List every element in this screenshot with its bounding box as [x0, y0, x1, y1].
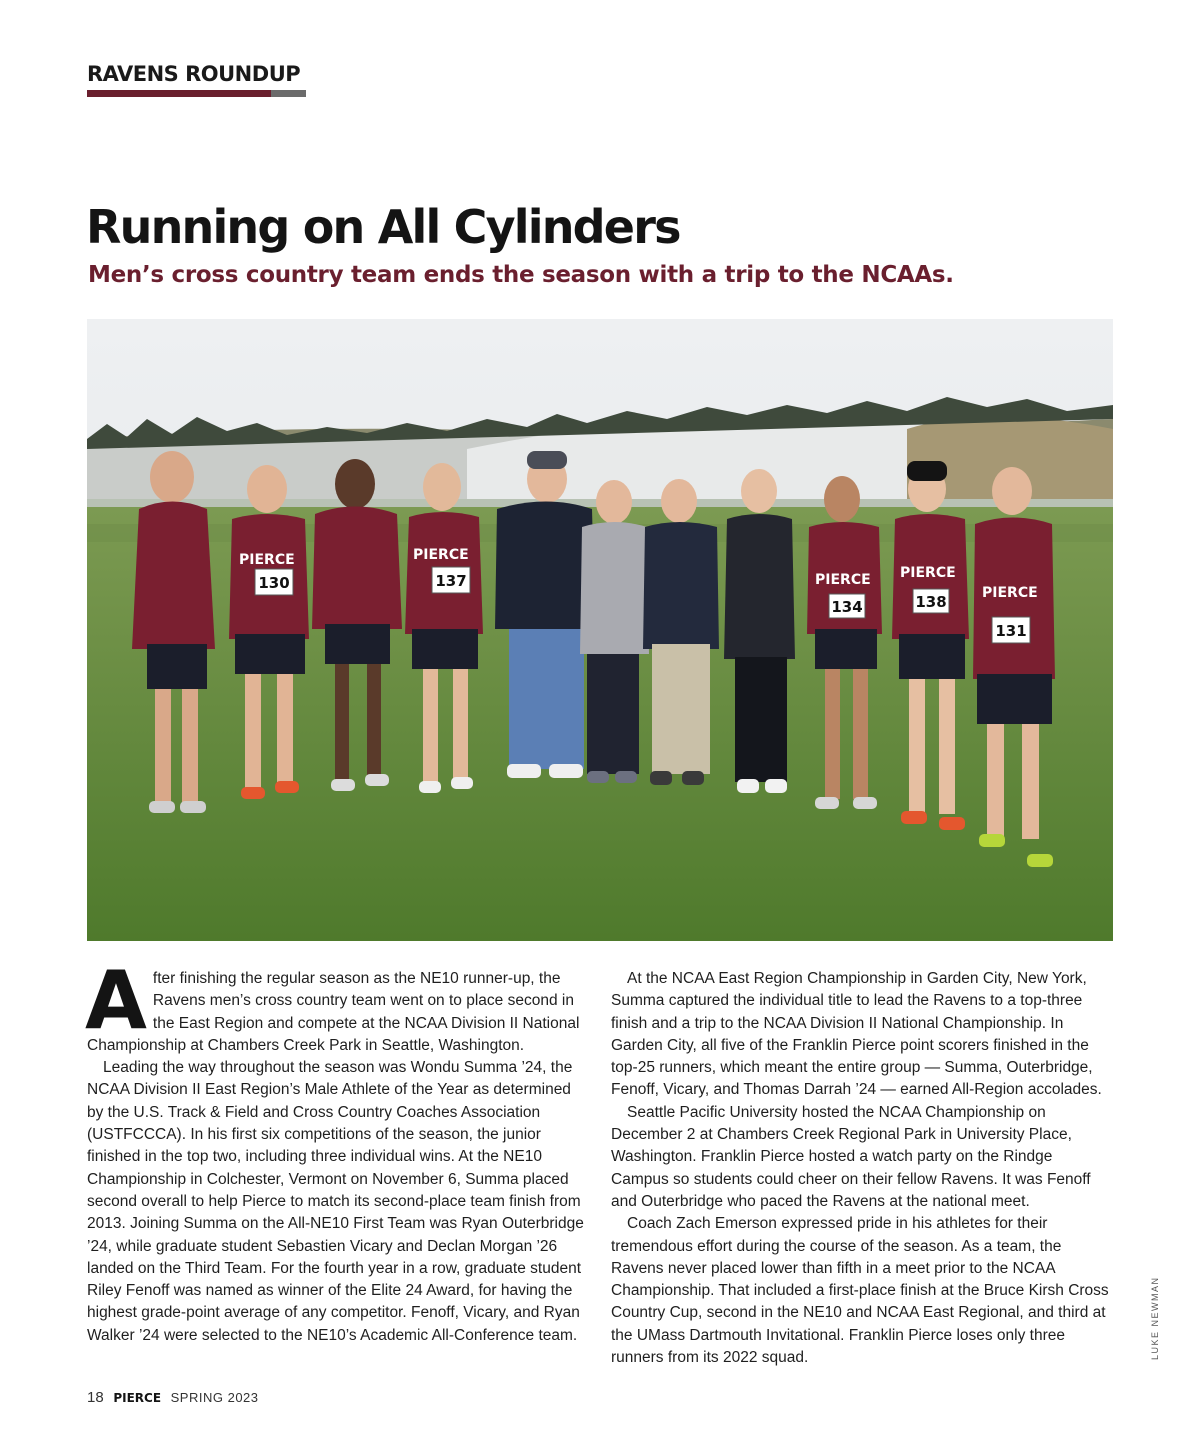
- jersey-text: PIERCE: [239, 552, 295, 568]
- bib-number: 131: [995, 622, 1027, 640]
- article-column-right: [611, 968, 1111, 1369]
- section-rule: [87, 90, 306, 97]
- page-footer: [87, 1389, 259, 1406]
- jersey-text: PIERCE: [413, 547, 469, 563]
- article-subtitle: Men’s cross country team ends the season with a trip to the NCAAs.: [88, 262, 954, 288]
- page-number: 18: [87, 1389, 104, 1406]
- paragraph: Coach Zach Emerson expressed pride in his athletes for their tremendous effort during the course of the season. As a team, the Ravens never placed lower than fifth in a meet prior to the NCAA Championship. That included a first-place finish at the Bruce Kirsh Cross Country Cup, second in the NE10 and NCAA East Regional, and third at the UMass Dartmouth Invitational. Franklin Pierce loses only three runners from its 2022 squad.: [611, 1215, 1109, 1367]
- article-column-left: [85, 954, 587, 1347]
- bib-number: 130: [258, 574, 290, 592]
- bib-number: 137: [435, 572, 467, 590]
- paragraph: At the NCAA East Region Championship in Garden City, New York, Summa captured the individual title to lead the Ravens to a top-three finish and a trip to the NCAA Division II National Championship. In Garden City, all five of the Franklin Pierce point scorers finished in the top-25 runners, which meant the entire group — Summa, Outerbridge, Fenoff, Vicary, and Thomas Darrah ’24 — earned All-Region accolades.: [611, 970, 1102, 1099]
- bib-number: 138: [915, 593, 947, 611]
- bib-number: 134: [831, 598, 863, 616]
- article-title: Running on All Cylinders: [86, 200, 680, 254]
- jersey-text: PIERCE: [900, 565, 956, 581]
- paragraph: After finishing the regular season as the NE10 runner-up, the Ravens men’s cross country team went on to place second in the East Region and compete at the NCAA Division II National Championship at Chambers Creek Park in Seattle, Washington.: [85, 954, 580, 1054]
- jersey-text: PIERCE: [815, 572, 871, 588]
- photo-credit: LUKE NEWMAN: [1150, 1276, 1160, 1360]
- magazine-name: PIERCE: [113, 1391, 162, 1405]
- team-photo-illustration: [87, 319, 1113, 941]
- issue-label: SPRING 2023: [170, 1390, 259, 1405]
- paragraph: Seattle Pacific University hosted the NCAA Championship on December 2 at Chambers Creek Regional Park in University Place, Washington. Franklin Pierce hosted a watch party on the Rindge Campus so students could cheer on their fellow Ravens. It was Fenoff and Outerbridge who paced the Ravens at the national meet.: [611, 1103, 1091, 1210]
- jersey-text: PIERCE: [982, 585, 1038, 601]
- section-label: RAVENS ROUNDUP: [87, 62, 301, 86]
- team-photo: [87, 319, 1113, 941]
- drop-cap: A: [85, 954, 147, 1047]
- paragraph: Leading the way throughout the season was Wondu Summa ’24, the NCAA Division II East Region’s Male Athlete of the Year as determined by the U.S. Track & Field and Cross Country Coaches Association (USTFCCCA). In his first six competitions of the season, the junior finished in the top two, including three individual wins. At the NE10 Championship in Colchester, Vermont on November 6, Summa placed second overall to help Pierce to match its second-place team finish from 2013. Joining Summa on the All-NE10 First Team was Ryan Outerbridge ’24, while graduate student Sebastien Vicary and Declan Morgan ’26 landed on the Third Team. For the fourth year in a row, graduate student Riley Fenoff was named as winner of the Elite 24 Award, for having the highest grade-point average of any competitor. Fenoff, Vicary, and Ryan Walker ’24 were selected to the NE10’s Academic All-Conference team.: [87, 1059, 584, 1344]
